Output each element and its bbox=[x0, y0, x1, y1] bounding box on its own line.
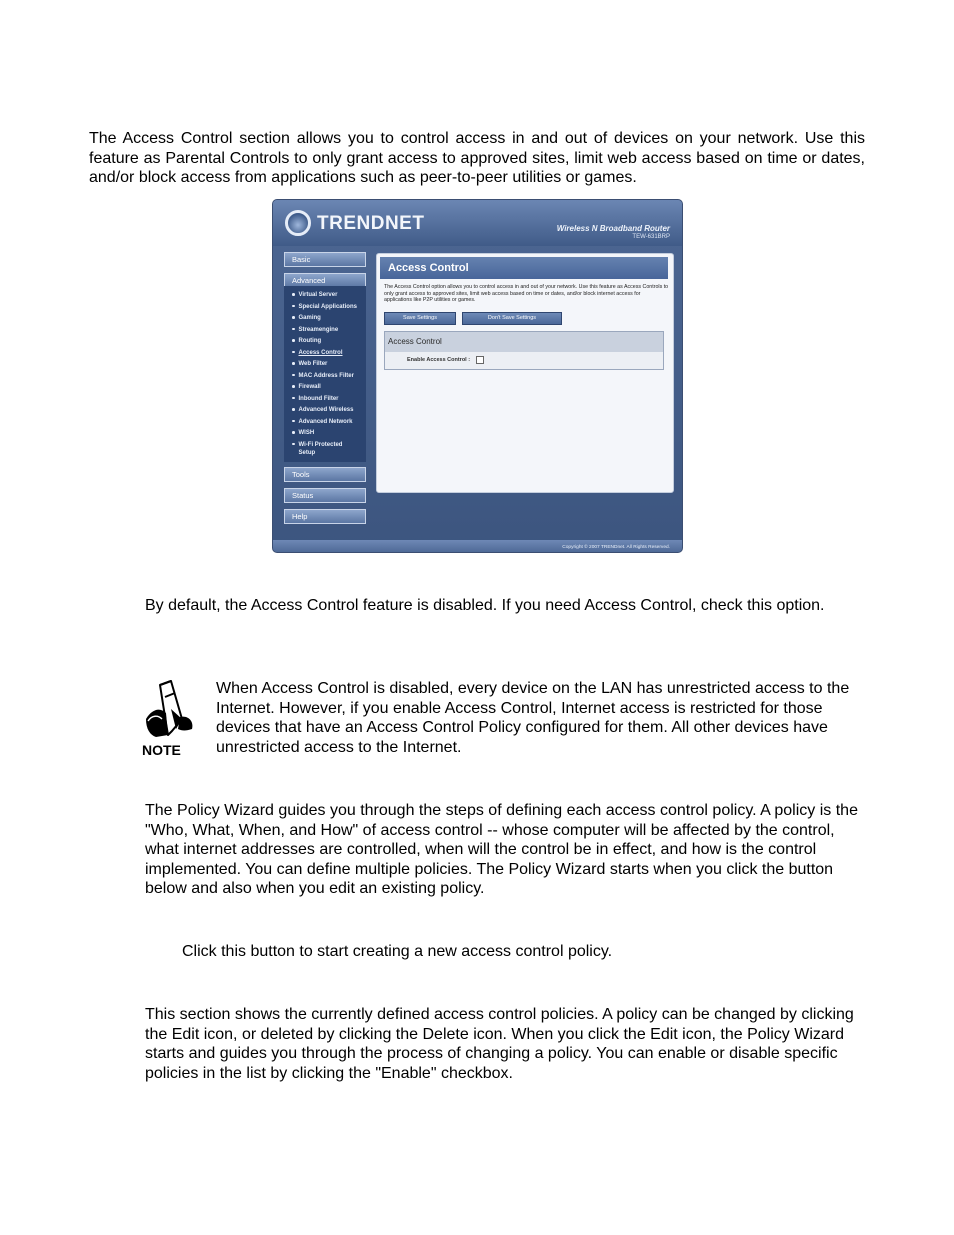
nav-status-button[interactable]: Status bbox=[284, 488, 366, 503]
subnav-item-streamengine[interactable]: Streamengine bbox=[292, 325, 366, 337]
subnav-item-firewall[interactable]: Firewall bbox=[292, 382, 366, 394]
subnav-item-virtual-server[interactable]: Virtual Server bbox=[292, 290, 366, 302]
nav-help-button[interactable]: Help bbox=[284, 509, 366, 524]
router-header bbox=[273, 200, 682, 246]
note-text: When Access Control is disabled, every device on the LAN has unrestricted access to the Internet. However, if you enable Access Control, Internet access is restricted for those devices that have an Access Control Policy configured for them. All other devices have unrestricted access to the Internet. bbox=[216, 680, 850, 756]
brand-logo-text: TRENDNET bbox=[317, 213, 425, 234]
trendnet-logo-icon bbox=[285, 210, 311, 236]
router-footer bbox=[273, 540, 682, 552]
product-name: Wireless N Broadband Router bbox=[556, 224, 670, 233]
subnav-item-wish[interactable]: WISH bbox=[292, 428, 366, 440]
subnav-item-mac-address-filter[interactable]: MAC Address Filter bbox=[292, 371, 366, 383]
nav-advanced-button[interactable]: Advanced bbox=[284, 273, 366, 288]
subnav-item-inbound-filter[interactable]: Inbound Filter bbox=[292, 394, 366, 406]
save-settings-button[interactable]: Save Settings bbox=[384, 312, 456, 325]
subnav-item-access-control[interactable]: Access Control bbox=[292, 348, 366, 360]
enable-access-control-row bbox=[385, 352, 663, 369]
advanced-subnav bbox=[284, 286, 366, 462]
enable-access-control-label: Enable Access Control : bbox=[407, 357, 471, 363]
subnav-item-wifi-protected-setup[interactable]: Wi-Fi Protected bbox=[292, 441, 366, 450]
model-number: TEW-631BRP bbox=[632, 234, 670, 240]
content-title: Access Control bbox=[380, 257, 668, 279]
subnav-item-routing[interactable]: Routing bbox=[292, 336, 366, 348]
intro-paragraph: The Access Control section allows you to control access in and out of devices on your network. Use this feature as Parental Controls to only grant access to approved sites, limit web access based on time or dates, and/or block access from applications such as peer-to-peer utilities or games. bbox=[89, 130, 865, 187]
content-panel bbox=[376, 253, 674, 493]
policy-table-paragraph: This section shows the currently defined access control policies. A policy can be changed by clicking the Edit icon, or deleted by clicking the Delete icon. When you click the Edit icon, the Policy Wizard starts and guides you through the process of changing a policy. You can enable or disable specific policies in the list by clicking the "Enable" checkbox. bbox=[145, 1006, 854, 1082]
note-pencil-icon bbox=[138, 679, 196, 759]
subnav-item-advanced-wireless[interactable]: Advanced Wireless bbox=[292, 405, 366, 417]
content-description: The Access Control option allows you to control access in and out of your network. Use this feature as Access Controls to only grant access to approved sites, limit web access based on time or dates, and/or block internet access for applications like P2P utilities or games. bbox=[384, 284, 669, 304]
subnav-item-special-applications[interactable]: Special Applications bbox=[292, 302, 366, 314]
nav-tools-button[interactable]: Tools bbox=[284, 467, 366, 482]
dont-save-settings-button[interactable]: Don't Save Settings bbox=[462, 312, 562, 325]
copyright-text: Copyright © 2007 TRENDnet. All Rights Reserved. bbox=[562, 545, 670, 550]
access-control-section bbox=[384, 331, 664, 370]
section-title: Access Control bbox=[385, 332, 663, 352]
note-label: NOTE bbox=[142, 742, 181, 758]
enable-access-control-checkbox[interactable] bbox=[476, 356, 484, 364]
subnav-item-web-filter[interactable]: Web Filter bbox=[292, 359, 366, 371]
nav-basic-button[interactable]: Basic bbox=[284, 252, 366, 267]
subnav-item-advanced-network[interactable]: Advanced Network bbox=[292, 417, 366, 429]
subnav-item-gaming[interactable]: Gaming bbox=[292, 313, 366, 325]
policy-wizard-paragraph: The Policy Wizard guides you through the steps of defining each access control policy. A policy is the "Who, What, When, and How" of access control -- whose computer will be affected by the control, what internet addresses are controlled, when will the control be in effect, and how is the control implemented. You can define multiple policies. The Policy Wizard starts when you click the button below and also when you edit an existing policy. bbox=[145, 802, 858, 898]
subnav-item-setup-continued: Setup bbox=[298, 450, 316, 456]
enable-description: By default, the Access Control feature is disabled. If you need Access Control, check this option. bbox=[145, 597, 825, 614]
router-ui-screenshot bbox=[272, 199, 683, 553]
add-policy-paragraph: Click this button to start creating a new access control policy. bbox=[182, 943, 613, 960]
